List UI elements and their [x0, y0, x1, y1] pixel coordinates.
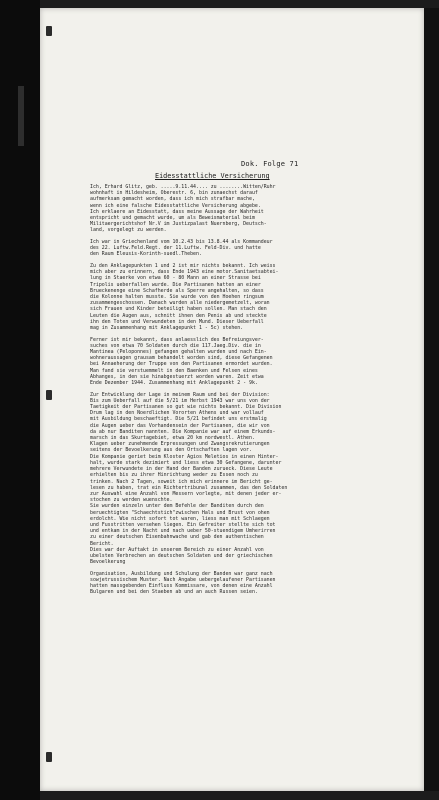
text-line: Die Kompanie geriet beim Kloster Agios Meletios in einen Hinter- — [90, 453, 279, 460]
text-line: seitens der Bevoelkerung aus den Ortschaften lagen vor. — [90, 447, 252, 454]
binder-tab — [18, 86, 24, 146]
text-line: Klagen ueber zunehmende Erpressungen und Zwangsrekrutierungen — [90, 441, 270, 448]
text-line: Ferner ist mir bekannt, dass anlaesslich des Befreiungsver- — [90, 336, 264, 343]
text-line: Brueckenenge eine Schafherde als Sperre angehalten, so dass — [90, 287, 264, 294]
text-line: da ab nur Banditen nannten. Die Kompanie war auf einem Erkunds- — [90, 428, 276, 435]
scan-left-edge — [0, 0, 40, 800]
text-line: Man fand sie verstuemmelt in den Baenken und Felsen eines — [90, 367, 258, 374]
text-line: Taetigkeit der Partisanen so gut wie nichts bekannt. Die Division — [90, 404, 282, 411]
text-line: land, vorgelegt zu werden. — [90, 227, 167, 234]
text-line: Mantinea (Peloponnes) gefangen gehalten wurden und nach Ein- — [90, 349, 267, 356]
text-line: wenn ich eine falsche Eidesstattliche Versicherung abgebe. — [90, 202, 261, 209]
text-line: den Raum Eleusis-Korinth-suedl.Theben. — [90, 251, 202, 258]
punch-hole — [46, 752, 52, 762]
text-line: entspricht und gemacht wurde, um als Beweismaterial beim — [90, 215, 255, 222]
text-line: wohnhaft in Hildesheim, Oberestr. 6, bin zunaechst darauf — [90, 190, 258, 197]
text-line: zur Auswahl eine Anzahl von Messern vorlegte, mit denen jeder er- — [90, 490, 282, 497]
text-line: mit Ausbildung beschaeftigt. Die 5/21 befindet uns erstmalig — [90, 416, 267, 423]
scan-right-edge — [424, 8, 439, 791]
text-line: Bevoelkerung — [90, 559, 126, 566]
text-line: die Kolonne halten musste. Sie wurde von den Hoehen ringsum — [90, 294, 264, 301]
text-line: aufmerksam gemacht worden, dass ich mich strafbar mache, — [90, 196, 255, 203]
text-line: des 22. Luftw.Feld.Regt. der 11.Luftw. Feld-Div. und hatte — [90, 245, 261, 252]
paragraph — [90, 239, 400, 258]
text-line: Dies war der Auftakt in unserem Bereich zu einer Anzahl von — [90, 546, 264, 553]
text-line: und entkam in der Nacht und nach ueber 50-stuendigem Umherirren — [90, 528, 276, 535]
text-line: beruechtigten "Schaechtstich"zwischen Hals und Brust von ohen — [90, 509, 270, 516]
text-line: ubelsten Verbrechen an deutschen Soldaten und der griechischen — [90, 552, 273, 559]
paragraph — [90, 263, 400, 331]
text-line: Bulgaren und bei den Staeben ab und an auch Russen seien. — [90, 589, 258, 596]
text-line: Ich erklaere an Eidesstatt, dass meine Aussage der Wahrheit — [90, 208, 264, 215]
text-line: Ende Dezember 1944. Zusammenhang mit Anklagepunkt 2 - 9k. — [90, 380, 258, 387]
text-line: lesen zu haben, trat ein Richtertribunal zusammen, das den Soldaten — [90, 484, 288, 491]
text-line: zu einer deutschen Eisenbahnwache und gab den authentischen — [90, 534, 264, 541]
paragraph — [90, 184, 400, 234]
text-line: erhielten bis zu ihrer Hinrichtung weder zu Essen noch zu — [90, 472, 258, 479]
text-line: Abhanges, in den sie hinabgestuerzt worden waren. Zeit etwa — [90, 373, 264, 380]
document-reference: Dok. Folge 71 — [241, 160, 299, 168]
text-line: suches von etwa 70 Soldaten durch die 117.Jaeg.Div. die in — [90, 342, 261, 349]
text-line: zusammengeschossen. Danach wurden alle niedergemetzelt, woran — [90, 300, 270, 307]
paragraph — [90, 571, 400, 596]
text-line: halt, wurde stark dezimiert und liess etwa 30 Gefangene, darunter — [90, 459, 282, 466]
text-line: Zur Entwicklung der Lage in meinem Raum und bei der Division: — [90, 391, 270, 398]
text-line: hatten massgebenden Einfluss Kommissare, von denen eine Anzahl — [90, 583, 273, 590]
text-line: lung in Staerke von etwa 60 - 80 Mann an einer Strasse bei — [90, 275, 261, 282]
paragraph — [90, 337, 400, 387]
text-line: sich Frauen und Kinder beteiligt haben sollen. Man stach den — [90, 306, 267, 313]
text-line: Drum lag in den Noerdlichen Vororten Athens und war vollauf — [90, 410, 264, 417]
text-line: bei Annaeherung der Truppe von den Partisanen ermordet wurden. — [90, 361, 273, 368]
punch-hole — [46, 390, 52, 400]
text-line: Sie wurden einzeln unter dem Befehle der Banditen durch den — [90, 503, 264, 510]
document-body — [90, 184, 400, 601]
text-line: mehrere Verwundete in der Hand der Banden zurueck. Diese Leute — [90, 466, 273, 473]
text-line: Zu den Anklagepunkten 1 und 2 ist mir nichts bekannt. Ich weiss — [90, 263, 276, 270]
text-line: ihn den Toten und Verwundeten in den Mund. Dieser Ueberfall — [90, 318, 264, 325]
text-line: marsch in das Skurtagebiet, etwa 20 km nordwestl. Athen. — [90, 435, 255, 442]
text-line: Tripolis ueberfallen wurde. Die Partisanen hatten an einer — [90, 281, 261, 288]
text-line: sowjetrussischem Muster. Nach Angabe uebergelaufener Partisanen — [90, 576, 276, 583]
document-title: Eidesstattliche Versicherung — [155, 172, 270, 180]
text-line: Ich, Erhard Glitz, geb. .....9.11.44.... zu ........Witten/Ruhr — [90, 184, 276, 190]
text-line: und Fusstritten versehen liegen. Ein Gefreiter stellte sich tot — [90, 521, 276, 528]
punch-hole — [46, 26, 52, 36]
text-line: Leuten die Augen aus, schnitt ihnen den Penis ab und steckte — [90, 312, 267, 319]
text-line: stochen zu werden wuenschte. — [90, 497, 173, 504]
text-line: erdolcht. Wie nicht sofort tot waren, liess man mit Schlaegen — [90, 515, 270, 522]
text-line: mich aber zu erinnern, dass Ende 1943 eine motor.Sanitaetsabtei- — [90, 269, 279, 276]
text-line: Organisation, Ausbildung und Schulung der Banden war ganz nach — [90, 570, 273, 577]
text-line: die Augen ueber das Vorhandensein der Partisanen, die wir von — [90, 422, 270, 429]
text-line: wohneraussagen grausam behandelt worden sind, diese Gefangenen — [90, 355, 273, 362]
text-line: Ich war in Griechenland vom 10.2.43 bis 13.8.44 als Kommandeur — [90, 239, 273, 246]
text-line: trinken. Nach 2 Tagen, soweit ich mich erinnere im Bericht ge- — [90, 478, 273, 485]
paragraph — [90, 392, 400, 566]
text-line: Bis zum Ueberfall auf die 5/21 im Herbst 1943 war uns von der — [90, 397, 270, 404]
text-line: Militaergerichtshof Nr.V im Justizpalast Nuernberg, Deutsch- — [90, 221, 267, 228]
text-line: mag in Zusammenhang mit Anklagepunkt 1 - 5c) stehen. — [90, 325, 244, 332]
text-line: Bericht. — [90, 540, 114, 547]
